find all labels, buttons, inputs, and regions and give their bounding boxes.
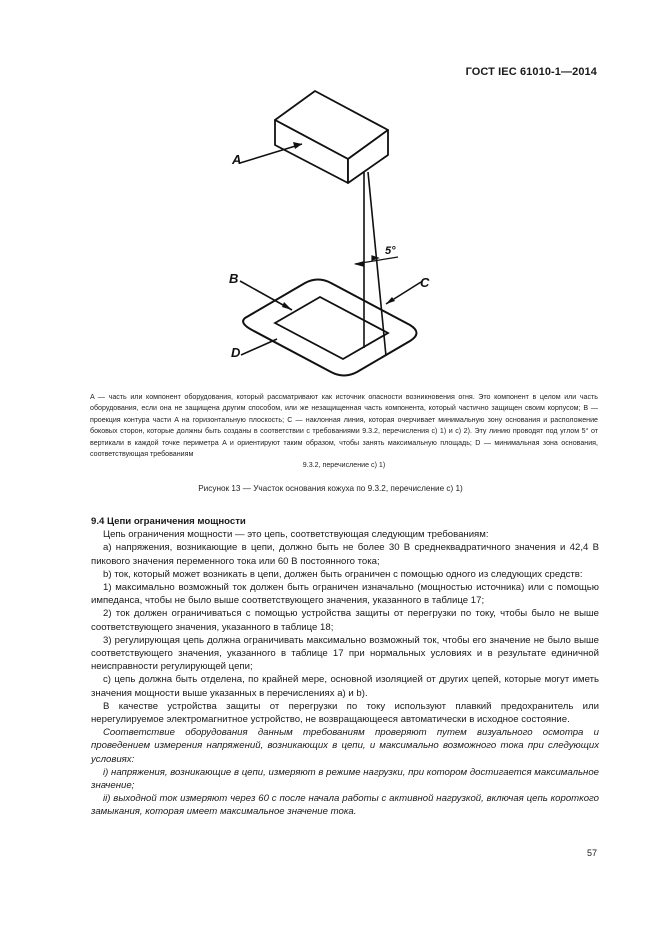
paragraph: 3) регулирующая цепь должна ограничивать максимально возможный ток, чтобы его значение не было выше соответствующего значения, указанного в таблице 17 при нормальных условиях и в результате единичной неисправности регулирующей цепи; [91, 634, 599, 673]
figure-caption: Рисунок 13 — Участок основания кожуха по 9.3.2, перечисление с) 1) [198, 484, 463, 493]
label-b: B [229, 271, 239, 286]
legend-text: A — часть или компонент оборудования, который рассматривают как источник опасности возникновения огня. Это компонент в целом или часть оборудования, если она не защищена другим способом, или же незащищенная часть компонента, который частично защищен своим корпусом; B — проекция контура части A на горизонтальную плоскость; C — наклонная линия, которая очерчивает минимальную зону основания и расположение боковых сторон, которые должны быть созданы в соответствии с требованиями 9.3.2, перечисления с) 1) и с) 2). Эту линию проводят под углом 5° от вертикали в каждой точке периметра A и ориентируют таким образом, чтобы занять максимальную площадь; D — минимальная зона основания, соответствующая требованиям [90, 393, 598, 459]
component-a-box [275, 91, 388, 183]
paragraph: 1) максимально возможный ток должен быть ограничен изначально (мощностью источника) или с помощью импеданса, чтобы не было выше соответствующего значения, указанного в таблице 17; [91, 582, 599, 607]
paragraph: Цепь ограничения мощности — это цепь, соответствующая следующим требованиям: [103, 529, 489, 541]
label-c: C [420, 275, 430, 290]
figure-legend [90, 392, 598, 472]
paragraph: 2) ток должен ограничиваться с помощью устройства защиты от перегрузки по току, чтобы было не выше соответствующего значения, указанного в таблице 18; [91, 608, 599, 633]
enclosure-bottom-figure [0, 0, 661, 390]
page-number: 57 [586, 848, 597, 858]
paragraph: а) напряжения, возникающие в цепи, должно быть не более 30 В среднеквадратичного значения и 42,4 В пикового значения переменного тока или 60 В постоянного тока; [91, 542, 599, 567]
projection-b [275, 297, 388, 359]
label-a: A [232, 152, 242, 167]
angle-label: 5° [385, 245, 396, 257]
compliance-item: ii) выходной ток измеряют через 60 с после начала работы с активной нагрузкой, включая цепь короткого замыкания, которая имеет максимальное значение тока. [91, 793, 599, 818]
inclined-line-c [364, 172, 386, 356]
section-body [91, 515, 599, 819]
paragraph: В качестве устройства защиты от перегрузки по току используют плавкий предохранитель или нерегулируемое электромагнитное устройство, не возвращающееся автоматически в исходное состояние. [91, 700, 599, 726]
compliance-paragraph: Соответствие оборудования данным требованиям проверяют путем визуального осмотра и проведением измерения напряжений, возникающих в цепи, и максимально возможного тока при следующих условиях: [91, 727, 599, 765]
paragraph: b) ток, который может возникать в цепи, должен быть ограничен с помощью одного из следующих средств: [103, 568, 583, 580]
minimum-base-zone-d [243, 280, 416, 376]
document-header: ГОСТ IEC 61010-1—2014 [465, 66, 597, 78]
compliance-item: i) напряжения, возникающие в цепи, измеряют в режиме нагрузки, при котором достигается максимальное значение; [91, 766, 599, 792]
paragraph: с) цепь должна быть отделена, по крайней мере, основной изоляцией от других цепей, которые могут иметь значения мощности выше указанных в перечислениях а) и b). [91, 674, 599, 699]
section-title: 9.4 Цепи ограничения мощности [91, 516, 246, 527]
label-d: D [231, 345, 241, 360]
legend-text-end: 9.3.2, перечисление с) 1) [302, 461, 386, 470]
